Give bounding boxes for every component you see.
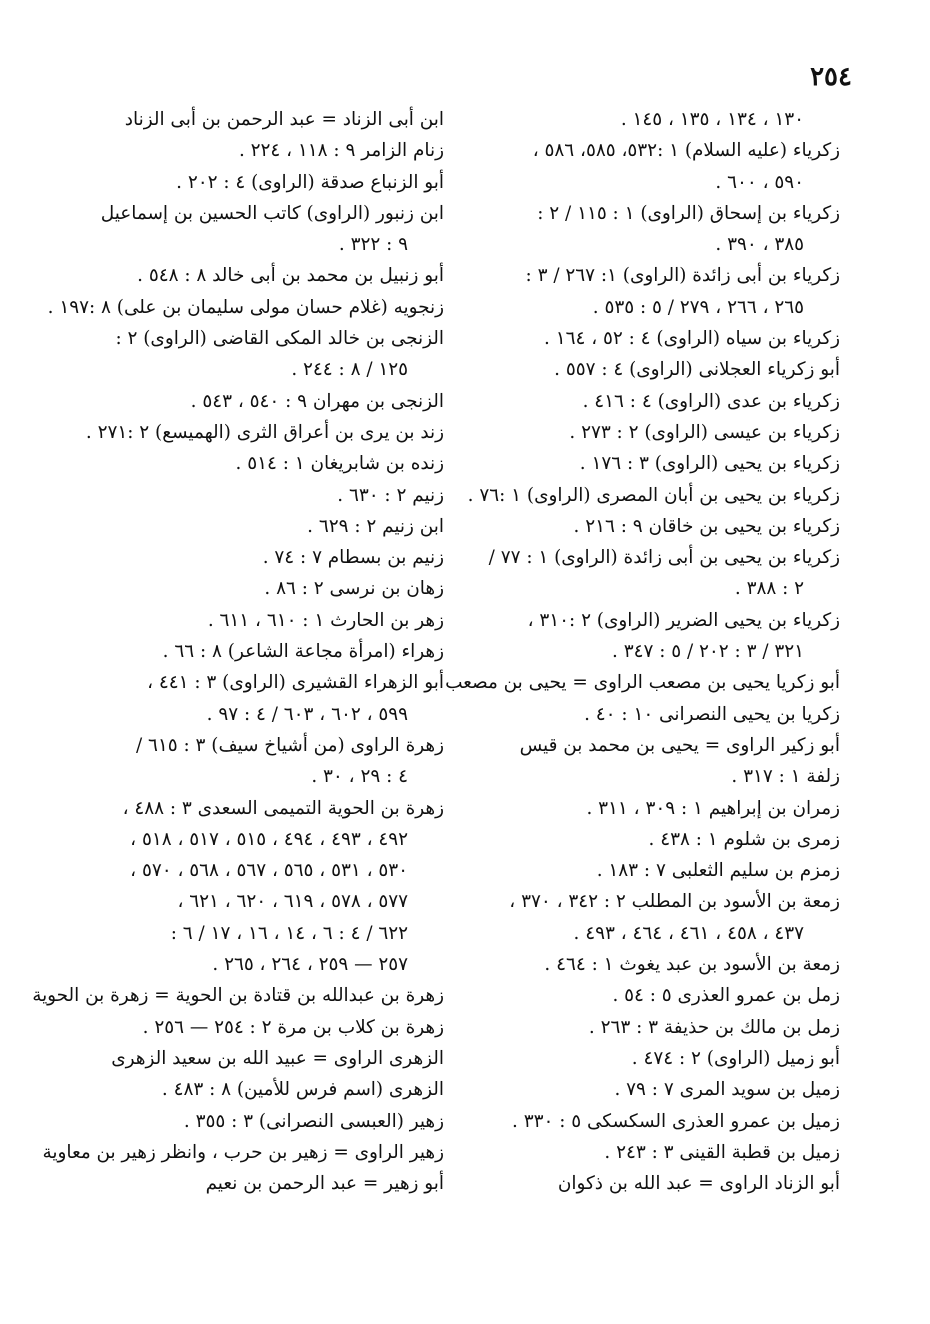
index-entry: الزنجى بن خالد المكى القاضى (الراوى) ٢ : (115, 328, 444, 350)
index-entry: زميل بن عمرو العذرى السكسكى ٥ : ٣٣٠ . (512, 1110, 840, 1132)
index-entry-continuation: ٥٩٩ ، ٦٠٢ ، ٦٠٣ / ٤ : ٩٧ . (206, 703, 408, 725)
index-entry: أبو زكرياء العجلانى (الراوى) ٤ : ٥٥٧ . (554, 359, 840, 381)
index-column-right (445, 104, 840, 1199)
index-entry: أبو زنبيل بن محمد بن أبى خالد ٨ : ٥٤٨ . (137, 265, 444, 287)
index-entry: زكرياء بن يحيى بن خاقان ٩ : ٢١٦ . (573, 515, 840, 537)
index-entry: زكرياء بن يحيى بن أبان المصرى (الراوى) ١ :٧٦ . (467, 484, 840, 506)
index-entry: ابن زنبور (الراوى) كاتب الحسين بن إسماعيل (100, 202, 444, 224)
index-entry-continuation: ٣٢١ / ٣ : ٢٠٢ / ٥ : ٣٤٧ . (612, 641, 804, 663)
index-entry-continuation: ١٣٠ ، ١٣٤ ، ١٣٥ ، ١٤٥ . (620, 109, 804, 130)
index-entry: أبو الزناد الراوى = عبد الله بن ذكوان (557, 1173, 840, 1195)
index-entry: أبو زكير الراوى = يحيى بن محمد بن قيس (519, 734, 840, 756)
index-entry: زنيم بن بسطام ٧ : ٧٤ . (262, 547, 444, 569)
index-entry: أبو زكريا يحيى بن مصعب الراوى = يحيى بن مصعب (445, 672, 840, 694)
page-number: ٢٥٤ (810, 62, 852, 92)
index-entry-continuation: ٣٨٥ ، ٣٩٠ . (715, 234, 804, 256)
index-entry: زمل بن مالك بن حذيفة ٣ : ٢٦٣ . (588, 1016, 840, 1038)
index-entry: زمعة بن الأسود بن المطلب ٢ : ٣٤٢ ، ٣٧٠ ، (509, 891, 840, 913)
index-entry: زكرياء بن يحيى (الراوى) ٣ : ١٧٦ . (579, 453, 840, 475)
index-entry: زهراء (امرأة مجاعة الشاعر) ٨ : ٦٦ . (162, 641, 444, 663)
index-entry-continuation: ٥٩٠ ، ٦٠٠ . (715, 171, 804, 193)
index-entry: زمرى بن شلوم ١ : ٤٣٨ . (648, 828, 840, 850)
index-entry: زمزم بن سليم الثعلبى ٧ : ١٨٣ . (596, 860, 840, 882)
index-entry: زنيم ٢ : ٦٣٠ . (337, 484, 444, 506)
index-entry: أبو زميل (الراوى) ٢ : ٤٧٤ . (631, 1047, 840, 1069)
index-entry: أبو الزهراء القشيرى (الراوى) ٣ : ٤٤١ ، (147, 672, 444, 694)
index-entry: زهير الراوى = زهير بن حرب ، وانظر زهير بن معاوية (42, 1141, 444, 1163)
index-entry: زمعة بن الأسود بن عبد يغوث ١ : ٤٦٤ . (544, 954, 840, 976)
index-entry-continuation: ٦٢٢ / ٤ : ٦ ، ١٤ ، ١٦ ، ١٧ / ٦ : (170, 922, 408, 944)
index-entry: زكرياء بن إسحاق (الراوى) ١ : ١١٥ / ٢ : (537, 202, 840, 224)
index-entry: الزنجى بن مهران ٩ : ٥٤٠ ، ٥٤٣ . (190, 390, 444, 412)
index-entry: زكرياء بن عدى (الراوى) ٤ : ٤١٦ . (582, 390, 840, 412)
index-entry: زهرة بن كلاب بن مرة ٢ : ٢٥٤ — ٢٥٦ . (142, 1016, 444, 1038)
index-entry: زكرياء (عليه السلام) ١ :٥٣٢، ٥٨٥، ٥٨٦ ، (532, 140, 840, 162)
index-entry: ابن زنيم ٢ : ٦٢٩ . (307, 515, 444, 537)
index-entry-continuation: ٤٩٢ ، ٤٩٣ ، ٤٩٤ ، ٥١٥ ، ٥١٧ ، ٥١٨ ، (130, 828, 408, 850)
index-column-left (32, 104, 444, 1199)
index-entry: زهرة بن عبدالله بن قتادة بن الحوية = زهرة بن الحوية (32, 985, 444, 1007)
index-entry: زهر بن الحارث ١ : ٦١٠ ، ٦١١ . (207, 609, 444, 631)
index-entry-continuation: ١٢٥ / ٨ : ٢٤٤ . (291, 359, 408, 381)
index-entry: زنجويه (غلام حسان مولى سليمان بن على) ٨ :١٩٧ . (47, 296, 444, 318)
index-entry: ابن أبى الزناد = عبد الرحمن بن أبى الزناد (124, 109, 444, 130)
index-entry: زهرة بن الحوية التميمى السعدى ٣ : ٤٨٨ ، (122, 797, 444, 819)
index-entry: زميل بن سويد المرى ٧ : ٧٩ . (614, 1079, 840, 1101)
index-entry-continuation: ٤ : ٢٩ ، ٣٠ . (311, 766, 408, 788)
index-entry: زكرياء بن سياه (الراوى) ٤ : ٥٢ ، ١٦٤ . (544, 328, 840, 350)
index-entry: الزهرى (اسم فرس للأمين) ٨ : ٤٨٣ . (161, 1079, 444, 1101)
index-entry: زكرياء بن يحيى بن أبى زائدة (الراوى) ١ : ٧٧ / (488, 547, 840, 569)
index-entry: زكرياء بن يحيى الضرير (الراوى) ٢ :٣١٠ ، (527, 609, 840, 631)
index-entry: زكريا بن يحيى النصرانى ١٠ : ٤٠ . (584, 703, 840, 725)
index-entry: زهير (العبسى النصرانى) ٣ : ٣٥٥ . (183, 1110, 444, 1132)
index-entry: زكرياء بن عيسى (الراوى) ٢ : ٢٧٣ . (569, 421, 840, 443)
index-entry: زمران بن إبراهيم ١ : ٣٠٩ ، ٣١١ . (586, 797, 840, 819)
index-entry: أبو الزنباع صدقة (الراوى) ٤ : ٢٠٢ . (176, 171, 444, 193)
index-entry: أبو زهير = عبد الرحمن بن نعيم (205, 1173, 444, 1195)
index-entry-continuation: ٥٣٠ ، ٥٣١ ، ٥٦٥ ، ٥٦٧ ، ٥٦٨ ، ٥٧٠ ، (130, 860, 408, 882)
index-entry-continuation: ٩ : ٣٢٢ . (338, 234, 408, 256)
index-entry: زميل بن قطبة القينى ٣ : ٢٤٣ . (604, 1141, 840, 1163)
index-entry-continuation: ٢٥٧ — ٢٥٩ ، ٢٦٤ ، ٢٦٥ . (212, 954, 408, 976)
index-entry: زكرياء بن أبى زائدة (الراوى) ١: ٢٦٧ / ٣ : (525, 265, 840, 287)
index-entry-continuation: ٤٣٧ ، ٤٥٨ ، ٤٦١ ، ٤٦٤ ، ٤٩٣ . (573, 922, 804, 944)
index-entry: زمل بن عمرو العذرى ٥ : ٥٤ . (612, 985, 840, 1007)
index-entry: زند بن يرى بن أعراق الثرى (الهميسع) ٢ :٢٧١ . (85, 421, 444, 443)
index-entry: الزهرى الراوى = عبيد الله بن سعيد الزهرى (111, 1047, 444, 1069)
index-entry: زلفة ١ : ٣١٧ . (731, 766, 840, 788)
index-entry: زهرة الراوى (من أشياخ سيف) ٣ : ٦١٥ / (135, 734, 444, 756)
index-entry-continuation: ٢ : ٣٨٨ . (734, 578, 804, 600)
index-entry-continuation: ٢٦٥ ، ٢٦٦ ، ٢٧٩ / ٥ : ٥٣٥ . (592, 296, 804, 318)
index-entry: زنام الزامر ٩ : ١١٨ ، ٢٢٤ . (238, 140, 444, 162)
index-entry: زهان بن نرسى ٢ : ٨٦ . (264, 578, 444, 600)
index-entry-continuation: ٥٧٧ ، ٥٧٨ ، ٦١٩ ، ٦٢٠ ، ٦٢١ ، (177, 891, 408, 913)
index-entry: زنده بن شابريغان ١ : ٥١٤ . (235, 453, 444, 475)
